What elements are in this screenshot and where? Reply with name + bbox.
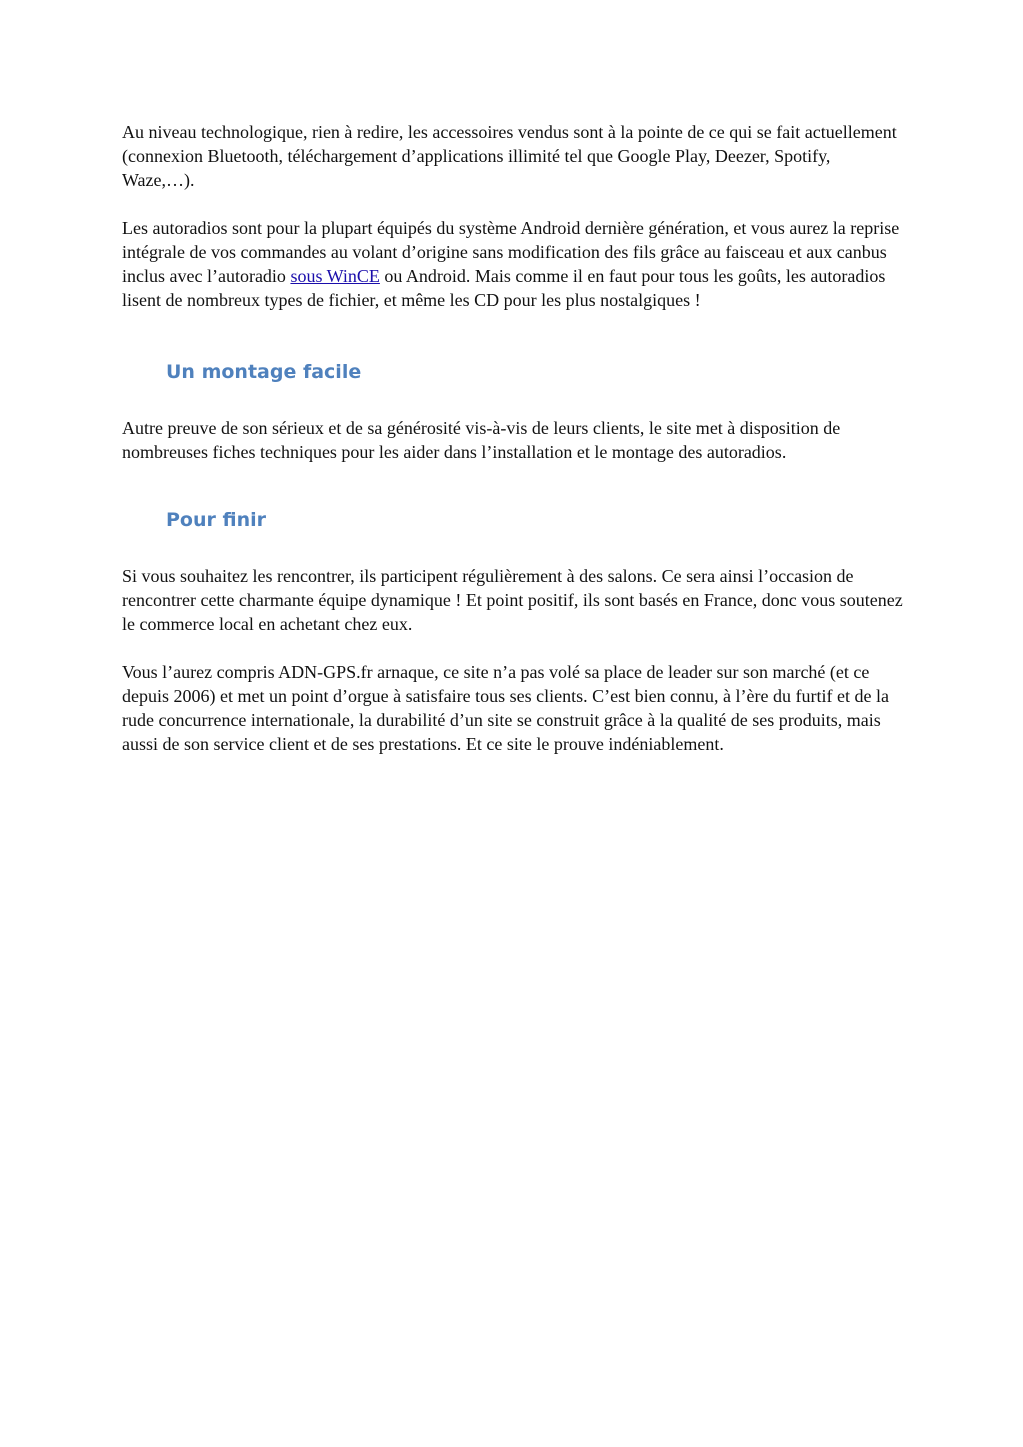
paragraph-montage: Autre preuve de son sérieux et de sa générosité vis-à-vis de leurs clients, le site met à disposition de nombreuses fiches techniques pour les aider dans l’installation et le montage des autoradios. (122, 418, 841, 462)
document-page (122, 120, 907, 754)
paragraph-autoradios-text-start: Les autoradios sont pour la plupart équipés du système Android dernière génération, et vous aurez la reprise intégrale de vos commandes au volant d’origine sans modification des fils grâce au faisceau et aux canbus inclus avec l’autoradio (122, 218, 900, 286)
heading-montage-facile: Un montage facile (166, 361, 362, 383)
paragraph-salons: Si vous souhaitez les rencontrer, ils participent régulièrement à des salons. Ce sera ainsi l’occasion de rencontrer cette charmante équipe dynamique ! Et point positif, ils sont basés en France, donc vous soutenez le commerce local en achetant chez eux. (122, 566, 903, 634)
heading-pour-finir: Pour finir (166, 509, 266, 531)
wince-link[interactable]: sous WinCE (290, 266, 380, 286)
paragraph-conclusion: Vous l’aurez compris ADN-GPS.fr arnaque, ce site n’a pas volé sa place de leader sur son marché (et ce depuis 2006) et met un point d’orgue à satisfaire tous ses clients. C’est bien connu, à l’ère du furtif et de la rude concurrence internationale, la durabilité d’un site se construit grâce à la qualité de ses produits, mais aussi de son service client et de ses prestations. Et ce site le prouve indéniablement. (122, 662, 889, 754)
paragraph-autoradios-text-end: ou Android. Mais comme il en faut pour tous les goûts, les autoradios lisent de nombreux types de fichier, et même les CD pour les plus nostalgiques ! (122, 266, 886, 310)
paragraph-autoradios (122, 216, 907, 312)
paragraph-technology: Au niveau technologique, rien à redire, les accessoires vendus sont à la pointe de ce qui se fait actuellement (connexion Bluetooth, téléchargement d’applications illimité tel que Google Play, Deezer, Spotify, Waze,…). (122, 122, 897, 190)
